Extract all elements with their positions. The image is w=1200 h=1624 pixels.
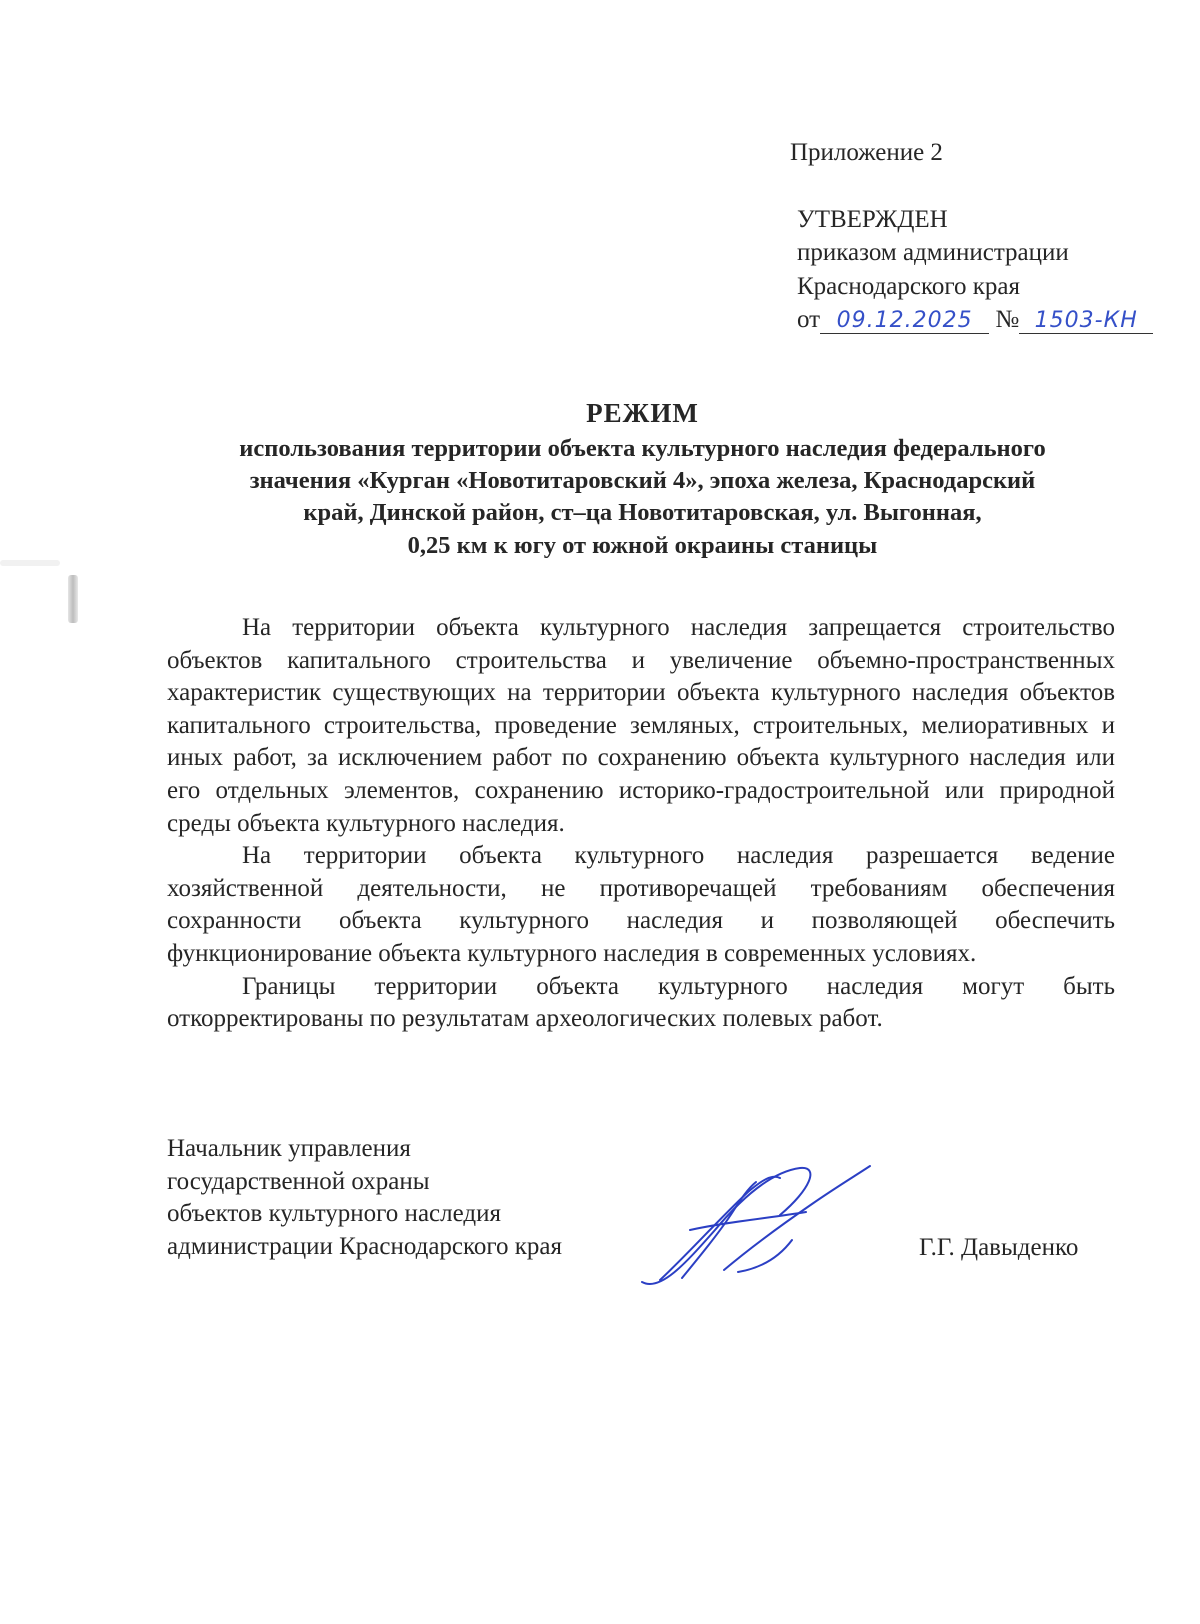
body-paragraph: Границы территории объекта культурного наследия могут быть откорректированы по результатам археологических полевых работ. [167,972,1115,1033]
approval-block [797,203,1153,336]
title-line: использования территории объекта культурного наследия федерального [239,435,1046,462]
body-paragraph: На территории объекта культурного наследия запрещается строительство объектов капитального строительства и увеличение объемно-пространственных характеристик существующих на территории объекта культурного наследия объектов капитального строительства, проведение земляных, строительных, мелиоративных и иных работ, за исключением работ по сохранению объекта культурного наследия или его отдельных элементов, сохранению историко-градостроительной или природной среды объекта культурного наследия. [167,614,1115,837]
signatory-name: Г.Г. Давыденко [919,1234,1079,1261]
document-body [167,612,1115,1036]
handwritten-signature-icon [630,1160,890,1300]
document-title [170,396,1115,562]
from-prefix: от [797,305,821,333]
number-prefix: № [995,305,1020,333]
signatory-line: объектов культурного наследия [167,1200,501,1228]
scan-artifact [68,575,78,623]
title-heading: РЕЖИМ [586,398,699,428]
title-line: 0,25 км к югу от южной окраины станицы [407,531,878,559]
approval-issuer: приказом администрации [797,239,1069,267]
scan-artifact [0,560,60,566]
appendix-label: Приложение 2 [790,139,943,166]
approval-region: Краснодарского края [797,272,1020,300]
signatory-title [167,1133,562,1263]
title-line: край, Динской район, ст–ца Новотитаровская, ул. Выгонная, [303,499,982,527]
approval-status: УТВЕРЖДЕН [797,206,948,233]
title-line: значения «Курган «Новотитаровский 4», эпоха железа, Краснодарский [249,467,1036,495]
order-date: 09.12.2025 [820,309,989,334]
signatory-line: Начальник управления [167,1135,411,1162]
title-subtitle [170,433,1115,562]
signatory-line: администрации Краснодарского края [167,1232,563,1260]
order-number: 1503-КН [1019,309,1153,334]
approval-date-number-line [797,303,1153,336]
body-paragraph: На территории объекта культурного наследия разрешается ведение хозяйственной деятельности, не противоречащей требованиям обеспечения сохранности объекта культурного наследия и позволяющей обеспечить функционирование объекта культурного наследия в современных условиях. [167,842,1115,967]
signatory-line: государственной охраны [167,1167,430,1195]
